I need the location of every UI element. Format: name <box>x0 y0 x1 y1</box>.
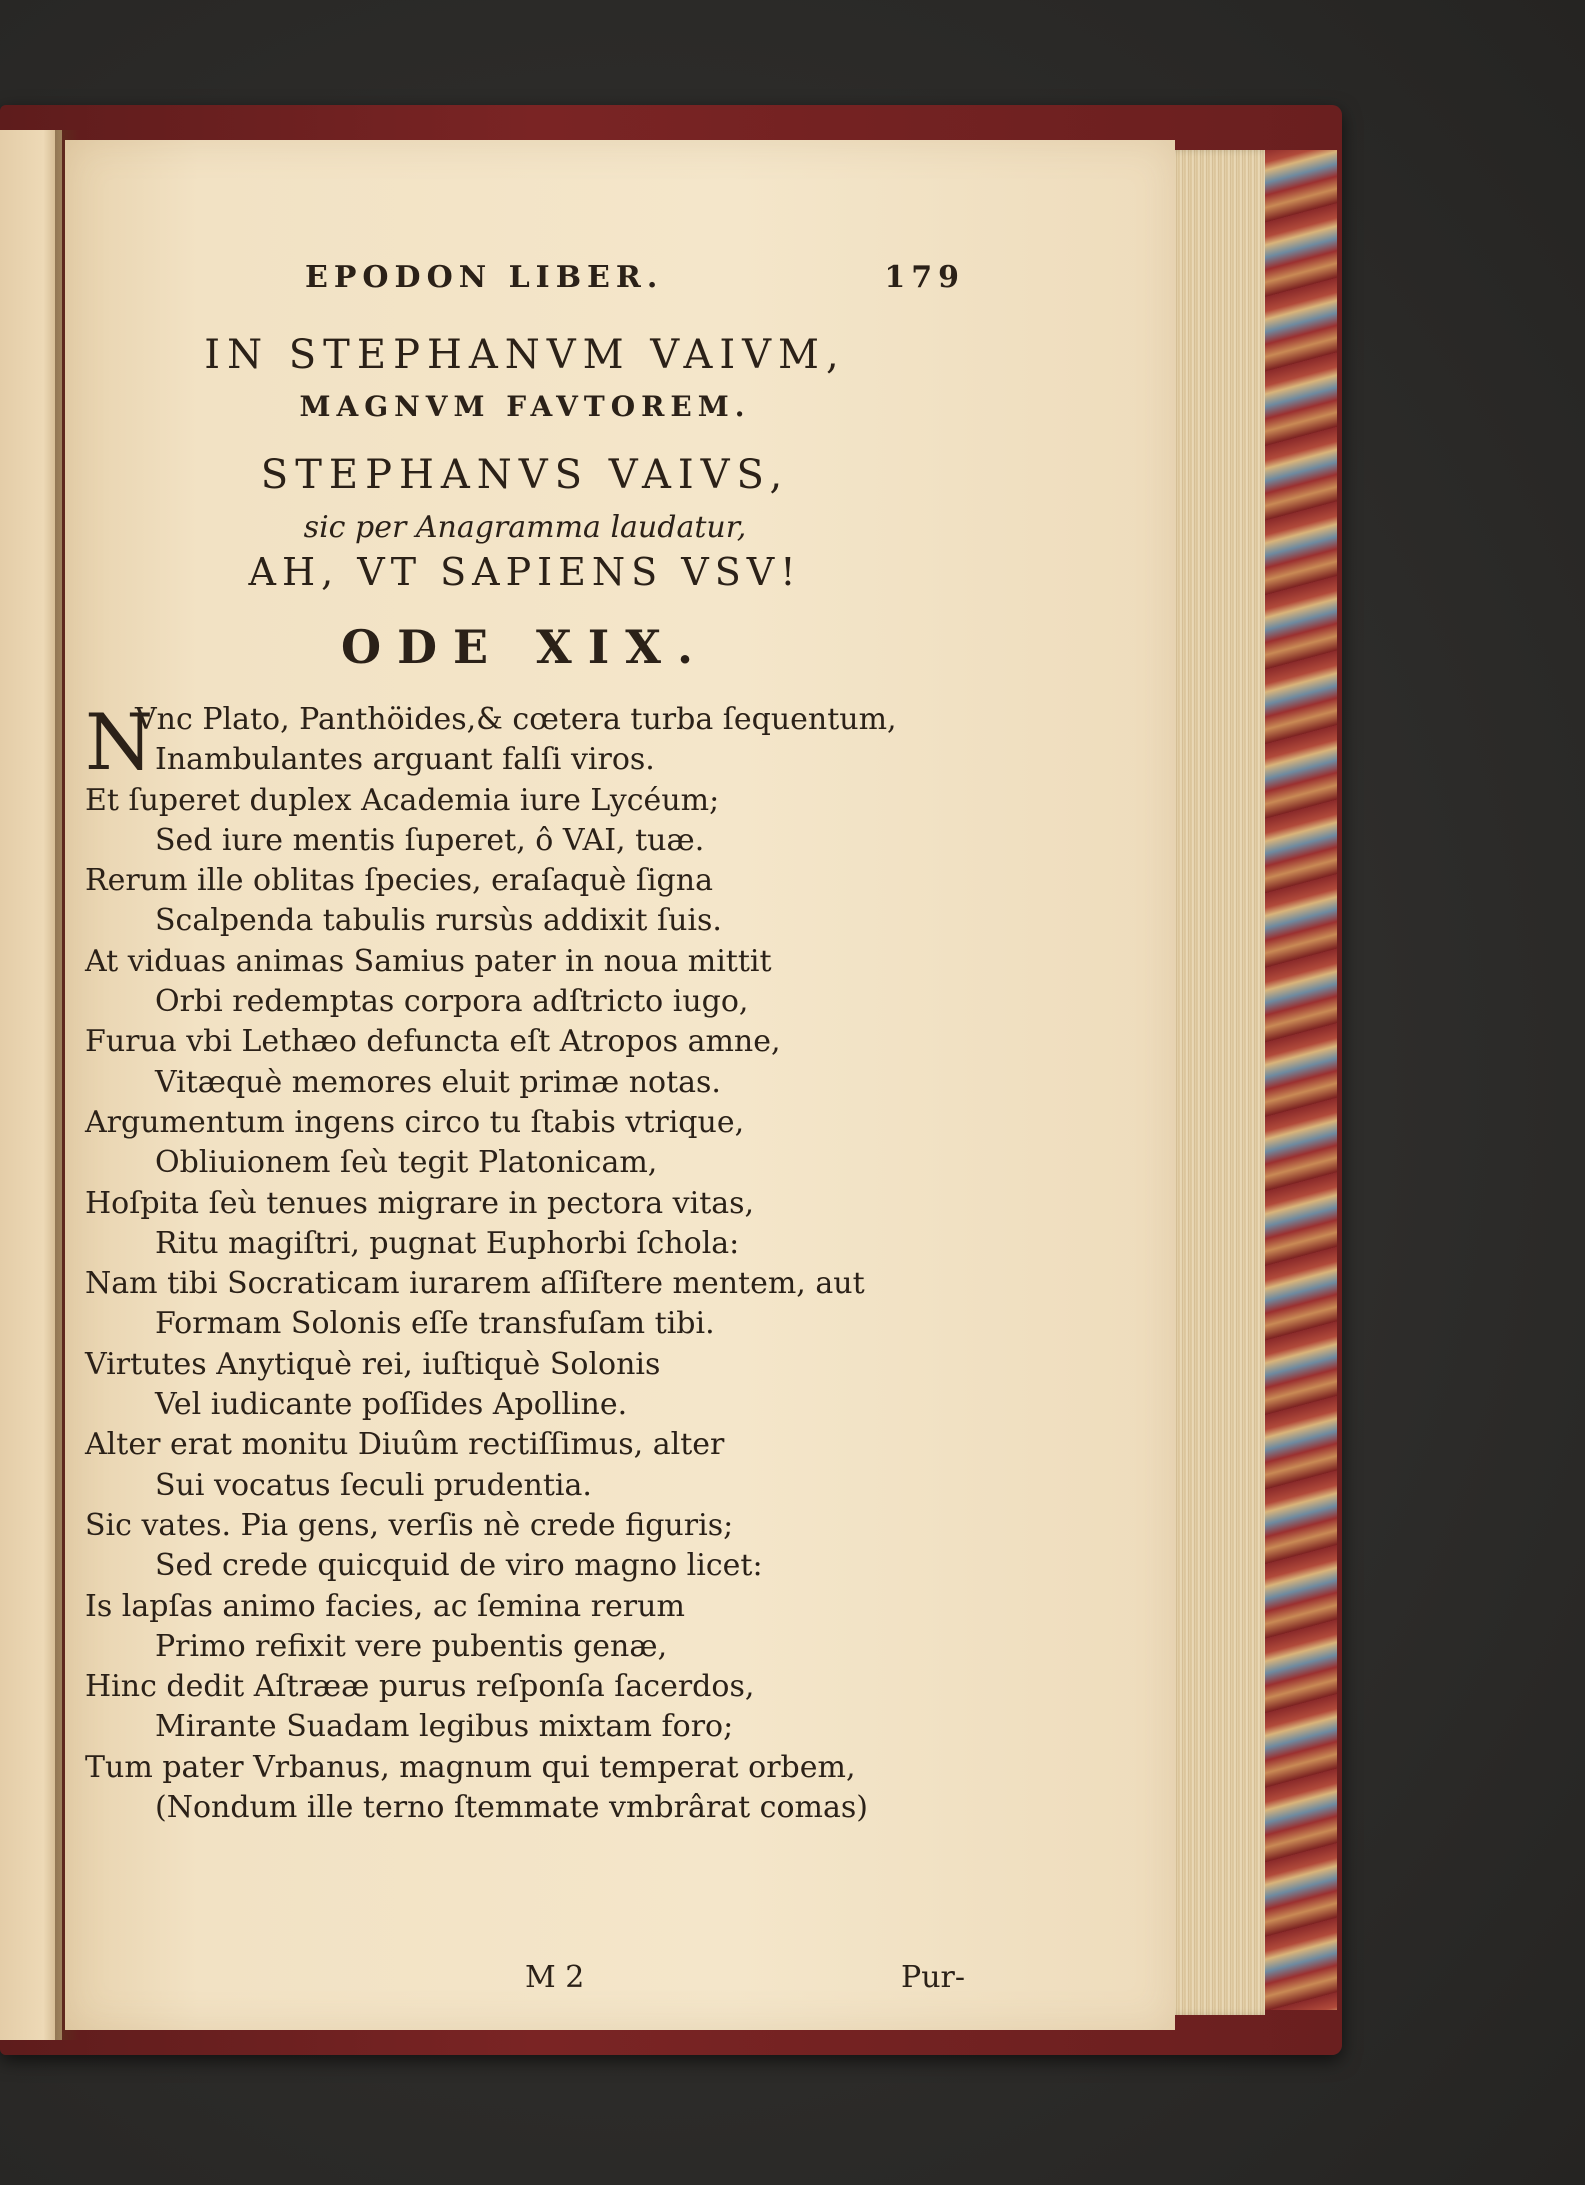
verse-line: Scalpenda tabulis rursùs addixit ſuis. <box>155 903 722 939</box>
poem <box>85 700 965 1828</box>
verse-line: Mirante Suadam legibus mixtam foro; <box>155 1709 734 1745</box>
verse-line: Is lapſas animo facies, ac ſemina rerum <box>85 1588 685 1624</box>
heading-line-1: IN STEPHANVM VAIVM, <box>204 332 846 378</box>
verse-line: Argumentum ingens circo tu ſtabis vtrique, <box>85 1104 745 1140</box>
verse-line: Obliuionem ſeù tegit Platonicam, <box>155 1145 658 1181</box>
running-head <box>305 260 965 295</box>
verse-line: Hoſpita ſeù tenues migrare in pectora vitas, <box>85 1185 755 1221</box>
signature-mark: M 2 <box>525 1960 585 1995</box>
verse-line: (Nondum ille terno ſtemmate vmbrârat comas) <box>155 1790 868 1826</box>
running-head-title: EPODON LIBER. <box>305 260 664 295</box>
verse-line: Inambulantes arguant falſi viros. <box>155 742 655 778</box>
verse-line: Furua vbi Lethæo defuncta eſt Atropos amne, <box>85 1024 781 1060</box>
verse-line: Alter erat monitu Diuûm rectiſſimus, alter <box>85 1427 725 1463</box>
page-number: 179 <box>884 260 965 295</box>
verse-line: Sui vocatus ſeculi prudentia. <box>155 1467 592 1503</box>
book-page <box>65 140 1175 2030</box>
ode-number: ODE XIX. <box>341 620 709 674</box>
verse-line: Formam Solonis eſſe transfuſam tibi. <box>155 1306 715 1342</box>
verse-line: Vitæquè memores eluit primæ notas. <box>155 1064 721 1100</box>
verse-line: Sed iure mentis ſuperet, ô VAI, tuæ. <box>155 822 705 858</box>
verse-line: Et ſuperet duplex Academia iure Lycéum; <box>85 782 720 818</box>
verse-line: Sic vates. Pia gens, verſis nè crede figuris; <box>85 1507 734 1543</box>
verse-line: Ritu magiſtri, pugnat Euphorbi ſchola: <box>155 1225 740 1261</box>
verse-line: Vel iudicante poſſides Apolline. <box>155 1387 628 1423</box>
verse-line: Tum pater Vrbanus, magnum qui temperat orbem, <box>85 1749 856 1785</box>
heading-line-3: STEPHANVS VAIVS, <box>260 452 790 498</box>
catchword: Pur- <box>901 1960 965 1995</box>
heading-line-4: sic per Anagramma laudatur, <box>303 510 747 545</box>
verse-line: Virtutes Anytiquè rei, iuſtiquè Solonis <box>85 1346 661 1382</box>
heading-line-2: MAGNVM FAVTOREM. <box>299 390 751 423</box>
marbled-edge <box>1255 150 1337 2010</box>
verse-line: Hinc dedit Aſtrææ purus reſponſa ſacerdos, <box>85 1669 755 1705</box>
verse-line: Sed crede quicquid de viro magno licet: <box>155 1548 763 1584</box>
drop-cap: N <box>85 698 154 788</box>
verse-line: Primo refixit vere pubentis genæ, <box>155 1628 668 1664</box>
verse-line: Orbi redemptas corpora adſtricto iugo, <box>155 984 749 1020</box>
left-page <box>0 130 62 2040</box>
verse-line: Rerum ille oblitas ſpecies, eraſaquè ſigna <box>85 863 713 899</box>
heading-line-5: AH, VT SAPIENS VSV! <box>248 550 802 594</box>
verse-line: N Vnc Plato, Panthöides,& cœtera turba ſequentum, <box>85 698 897 788</box>
page-edges <box>1165 150 1265 2015</box>
verse-line: Nam tibi Socraticam iurarem aſſiſtere mentem, aut <box>85 1266 865 1302</box>
verse-line: At viduas animas Samius pater in noua mittit <box>85 943 772 979</box>
